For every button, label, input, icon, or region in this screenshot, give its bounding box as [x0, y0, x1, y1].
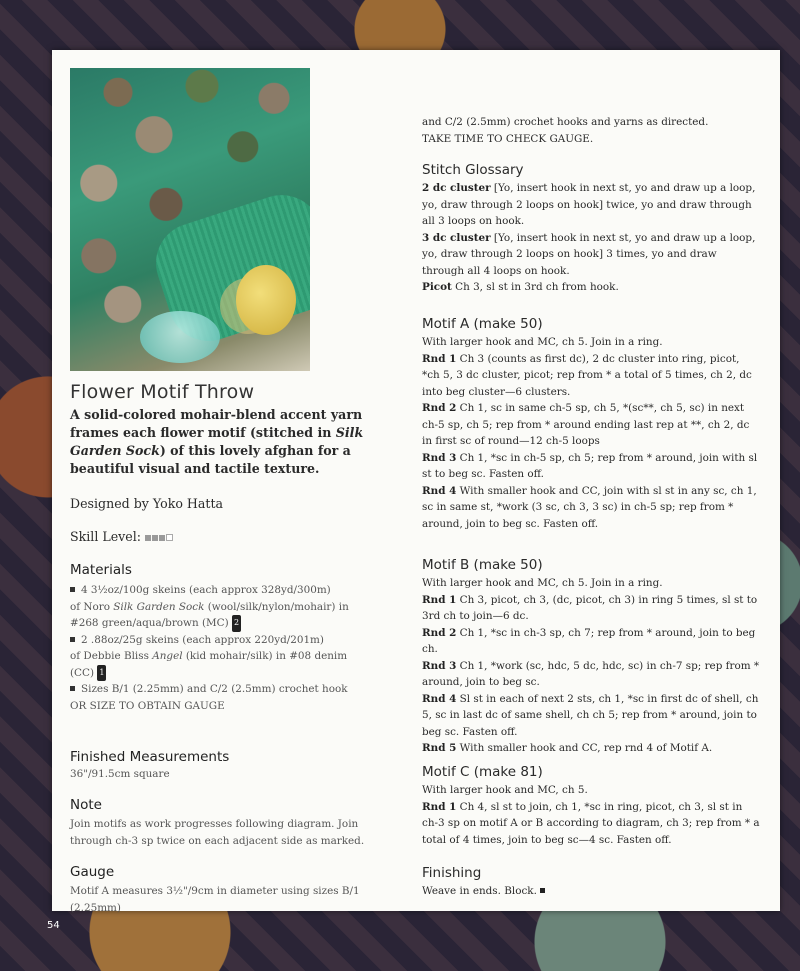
motif-intro: With larger hook and MC, ch 5. Join in a ring.: [422, 577, 663, 589]
material-text: of Noro: [70, 600, 114, 613]
note-text: Join motifs as work progresses following diagram. Join through ch-3 sp twice on each adjacent side as marked.: [70, 818, 365, 847]
round-label: Rnd 2: [422, 402, 457, 414]
gauge-text: Motif A measures 3½"/9cm in diameter using sizes B/1 (2.25mm): [70, 885, 360, 914]
gauge-check-text: TAKE TIME TO CHECK GAUGE.: [422, 132, 594, 145]
motif-c-instructions: [422, 782, 760, 848]
round-text: Sl st in each of next 2 sts, ch 1, *sc in first dc of shell, ch 5, sc in last dc of same shell, ch ch 5; rep from * around, join to beg sc. Fasten off.: [422, 692, 759, 738]
round-row: [422, 658, 760, 691]
skill-meter: [145, 529, 174, 544]
round-label: Rnd 1: [422, 800, 457, 813]
motif-a-instructions: [422, 334, 760, 532]
material-text: 4 3½oz/100g skeins (each approx 328yd/300m): [81, 584, 331, 596]
material-item: [70, 632, 365, 649]
skill-box-empty: [166, 534, 173, 541]
material-item: [70, 582, 365, 599]
material-item: [70, 681, 365, 698]
material-item-cont: [70, 599, 365, 616]
page-number: 54: [47, 920, 60, 931]
stitch-glossary: [422, 180, 760, 296]
round-row: [422, 592, 760, 625]
skill-box-filled: [145, 535, 151, 541]
intro-yarn-name: Silk Garden Sock: [70, 425, 364, 458]
finishing-instructions: Weave in ends. Block.: [422, 885, 537, 897]
round-text: Ch 1, sc in same ch-5 sp, ch 5, *(sc**, ch 5, sc) in next ch-5 sp, ch 5; rep from * around ending last rep at **, ch 2, dc in first sc of round—12 ch-5 loops: [422, 402, 750, 447]
yarn-name: Silk Garden Sock: [113, 600, 205, 613]
glossary-def: [Yo, insert hook in next st, yo and draw up a loop, yo, draw through 2 loops on hook] twice, yo and draw through all 3 loops on hook.: [422, 182, 756, 227]
motif-b-heading: Motif B (make 50): [422, 557, 543, 573]
glossary-term: 3 dc cluster: [422, 231, 491, 244]
round-label: Rnd 5: [422, 742, 457, 754]
motif-intro: With larger hook and MC, ch 5.: [422, 784, 588, 796]
material-text: #268 green/aqua/brown (MC): [70, 617, 232, 629]
end-mark-icon: [540, 888, 545, 893]
yarn-weight-icon: 1: [97, 665, 106, 682]
yarn-name: Angel: [152, 650, 183, 662]
yarn-weight-icon: 2: [232, 615, 241, 632]
skill-box-filled: [159, 535, 165, 541]
bullet-icon: [70, 587, 75, 592]
round-label: Rnd 3: [422, 659, 457, 672]
skill-level: [70, 529, 365, 544]
round-label: Rnd 3: [422, 451, 457, 464]
materials-heading: Materials: [70, 562, 132, 578]
round-label: Rnd 1: [422, 593, 457, 606]
round-row: [422, 450, 760, 483]
round-label: Rnd 4: [422, 692, 457, 705]
material-item-cont: OR SIZE TO OBTAIN GAUGE: [70, 699, 225, 712]
yarn-ball: [236, 265, 296, 335]
glossary-entry: [422, 279, 760, 296]
round-text: Ch 3, picot, ch 3, (dc, picot, ch 3) in ring 5 times, sl st to 3rd ch to join—6 dc.: [422, 593, 758, 622]
material-item-cont: [70, 615, 365, 632]
round-text: Ch 1, *sc in ch-5 sp, ch 5; rep from * around, join with sl st to beg sc. Fasten off.: [422, 451, 758, 480]
motif-a-heading: Motif A (make 50): [422, 316, 543, 332]
round-row: [422, 400, 760, 450]
material-text: (CC): [70, 666, 98, 679]
material-text: (kid mohair/silk) in #08 denim: [182, 650, 348, 662]
finished-measurements-text: 36"/91.5cm square: [70, 768, 170, 780]
round-row: [422, 625, 760, 658]
pattern-intro: [70, 406, 365, 478]
intro-text-1: A solid-colored mohair-blend accent yarn frames each flower motif (stitched in: [70, 407, 363, 440]
material-item-cont: [70, 665, 365, 682]
round-label: Rnd 2: [422, 626, 457, 639]
material-text: of Debbie Bliss: [70, 650, 153, 662]
finishing-text: [422, 883, 760, 900]
round-row: [422, 799, 760, 849]
gauge-cont-text: and C/2 (2.5mm) crochet hooks and yarns as directed.: [422, 116, 709, 128]
skill-label: Skill Level:: [70, 529, 146, 544]
bullet-icon: [70, 637, 75, 642]
glossary-term: Picot: [422, 281, 452, 293]
bullet-icon: [70, 686, 75, 691]
round-text: Ch 3 (counts as first dc), 2 dc cluster into ring, picot, *ch 5, 3 dc cluster, picot; rep from * a total of 5 times, ch 2, dc into beg cluster—6 clusters.: [422, 352, 752, 398]
pattern-page: [52, 50, 780, 914]
material-text: (wool/silk/nylon/mohair) in: [204, 600, 349, 613]
glossary-entry: [422, 230, 760, 280]
material-item-cont: [70, 648, 365, 665]
stitch-glossary-heading: Stitch Glossary: [422, 162, 524, 178]
material-text: Sizes B/1 (2.25mm) and C/2 (2.5mm) crochet hook: [81, 683, 348, 695]
round-text: Ch 1, *work (sc, hdc, 5 dc, hdc, sc) in ch-7 sp; rep from * around, join to beg sc.: [422, 659, 760, 688]
throw-photo: [70, 68, 310, 371]
note-heading: Note: [70, 797, 102, 813]
glossary-entry: [422, 180, 760, 230]
finishing-heading: Finishing: [422, 865, 482, 881]
round-text: With smaller hook and CC, join with sl st in any sc, ch 1, sc in same st, *work (3 sc, ch 3, 3 sc) in ch-5 sp; rep from * around, join to beg sc. Fasten off.: [422, 484, 757, 530]
glossary-def: Ch 3, sl st in 3rd ch from hook.: [451, 281, 619, 293]
motif-b-instructions: [422, 575, 760, 757]
round-label: Rnd 1: [422, 352, 457, 365]
motif-c-heading: Motif C (make 81): [422, 764, 543, 780]
glossary-def: [Yo, insert hook in next st, yo and draw up a loop, yo, draw through 2 loops on hook] 3 times, yo and draw through all 4 loops on hook.: [422, 231, 756, 277]
glass-bowl: [140, 311, 220, 363]
round-row: [422, 691, 760, 741]
pattern-title: Flower Motif Throw: [70, 381, 255, 403]
gauge-continued: [422, 114, 760, 147]
motif-intro: With larger hook and MC, ch 5. Join in a ring.: [422, 336, 663, 348]
round-text: Ch 4, sl st to join, ch 1, *sc in ring, picot, ch 3, sl st in ch-3 sp on motif A or B according to diagram, ch 3; rep from * a total of 4 times, join to beg sc—4 sc. Fasten off.: [422, 800, 760, 846]
round-row: [422, 351, 760, 401]
intro-text-2: ) of this lovely afghan for a beautiful visual and tactile texture.: [70, 443, 351, 476]
skill-box-filled: [152, 535, 158, 541]
designer-credit: Designed by Yoko Hatta: [70, 496, 224, 511]
round-row: [422, 740, 760, 757]
material-text: 2 .88oz/25g skeins (each approx 220yd/201m): [81, 633, 324, 646]
round-row: [422, 483, 760, 533]
materials-list: [70, 582, 365, 714]
gauge-heading: Gauge: [70, 864, 115, 880]
round-text: Ch 1, *sc in ch-3 sp, ch 7; rep from * around, join to beg ch.: [422, 626, 756, 655]
glossary-term: 2 dc cluster: [422, 182, 491, 194]
round-text: With smaller hook and CC, rep rnd 4 of Motif A.: [456, 742, 713, 754]
finished-measurements-heading: Finished Measurements: [70, 749, 230, 765]
round-label: Rnd 4: [422, 484, 457, 497]
